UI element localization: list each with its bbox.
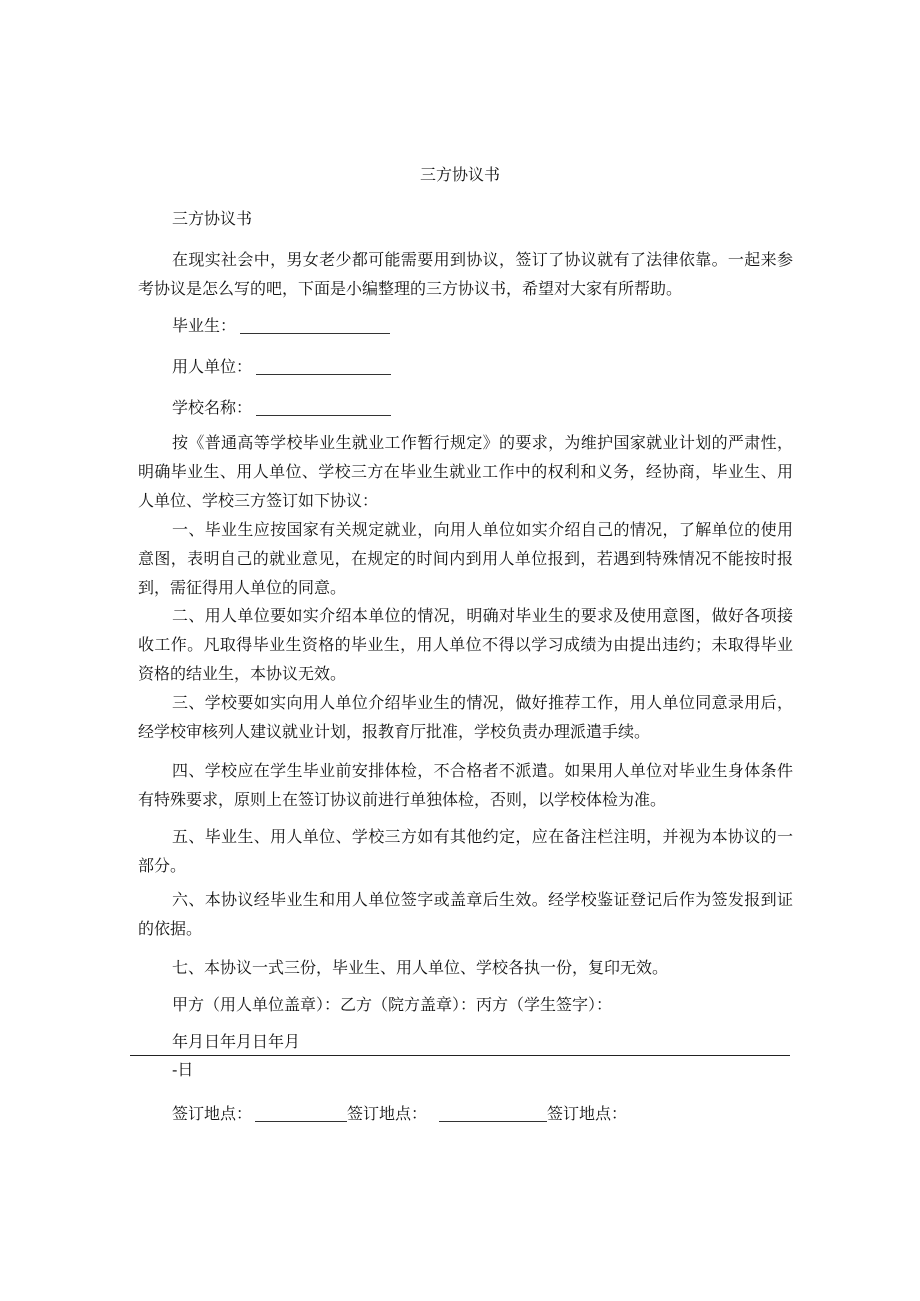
- signature-day: -日: [172, 1060, 194, 1079]
- document-title: 三方协议书: [419, 165, 500, 184]
- signature-dates: 年月日年月日年月: [172, 1032, 301, 1051]
- clause-6: 六、本协议经毕业生和用人单位签字或盖章后生效。经学校鉴证登记后作为签发报到证的依据。: [138, 890, 793, 938]
- clause-3: 三、学校要如实向用人单位介绍毕业生的情况，做好推荐工作，用人单位同意录用后，经学校审核列人建议就业计划，报教育厅批准，学校负责办理派遣手续。: [138, 693, 793, 741]
- signing-places: [138, 1102, 827, 1126]
- clause-5: 五、毕业生、用人单位、学校三方如有其他约定，应在备注栏注明，并视为本协议的一部分。: [138, 827, 793, 875]
- school-field: [138, 396, 827, 420]
- clause-1: 一、毕业生应按国家有关规定就业，向用人单位如实介绍自己的情况，了解单位的使用意图，表明自己的就业意见，在规定的时间内到用人单位报到，若遇到特殊情况不能按时报到，需征得用人单位的同意。: [138, 520, 793, 597]
- school-blank-line[interactable]: [256, 414, 391, 416]
- employer-field: [138, 355, 827, 379]
- intro-paragraph: 在现实社会中，男女老少都可能需要用到协议，签订了协议就有了法律依靠。一起来参考协议是怎么写的吧，下面是小编整理的三方协议书，希望对大家有所帮助。: [138, 250, 793, 298]
- preamble-paragraph: 按《普通高等学校毕业生就业工作暂行规定》的要求，为维护国家就业计划的严肃性，明确毕业生、用人单位、学校三方在毕业生就业工作中的权利和义务，经协商，毕业生、用人单位、学校三方签订如下协议：: [138, 433, 793, 510]
- school-field-label: 学校名称：: [172, 398, 253, 417]
- document-subtitle: 三方协议书: [172, 209, 253, 228]
- clause-2: 二、用人单位要如实介绍本单位的情况，明确对毕业生的要求及使用意图，做好各项接收工作。凡取得毕业生资格的毕业生，用人单位不得以学习成绩为由提出违约；未取得毕业资格的结业生，本协议无效。: [138, 606, 793, 683]
- graduate-field: [138, 314, 827, 338]
- employer-field-label: 用人单位：: [172, 357, 253, 376]
- employer-blank-line[interactable]: [256, 373, 391, 375]
- graduate-blank-line[interactable]: [240, 332, 390, 334]
- signing-place-blank-2[interactable]: [439, 1120, 547, 1122]
- signing-place-label-2: 签订地点：: [347, 1104, 428, 1123]
- signature-parties: 甲方（用人单位盖章）：乙方（院方盖章）：丙方（学生签字）：: [172, 995, 613, 1014]
- signing-place-label-1: 签订地点：: [172, 1104, 253, 1123]
- signing-place-blank-1[interactable]: [255, 1120, 347, 1122]
- signing-place-label-3: 签订地点：: [547, 1104, 628, 1123]
- clause-7: 七、本协议一式三份，毕业生、用人单位、学校各执一份，复印无效。: [172, 958, 669, 977]
- clause-4: 四、学校应在学生毕业前安排体检，不合格者不派遣。如果用人单位对毕业生身体条件有特殊要求，原则上在签订协议前进行单独体检，否则，以学校体检为准。: [138, 761, 793, 809]
- horizontal-divider: [130, 1055, 790, 1056]
- graduate-field-label: 毕业生：: [172, 316, 237, 335]
